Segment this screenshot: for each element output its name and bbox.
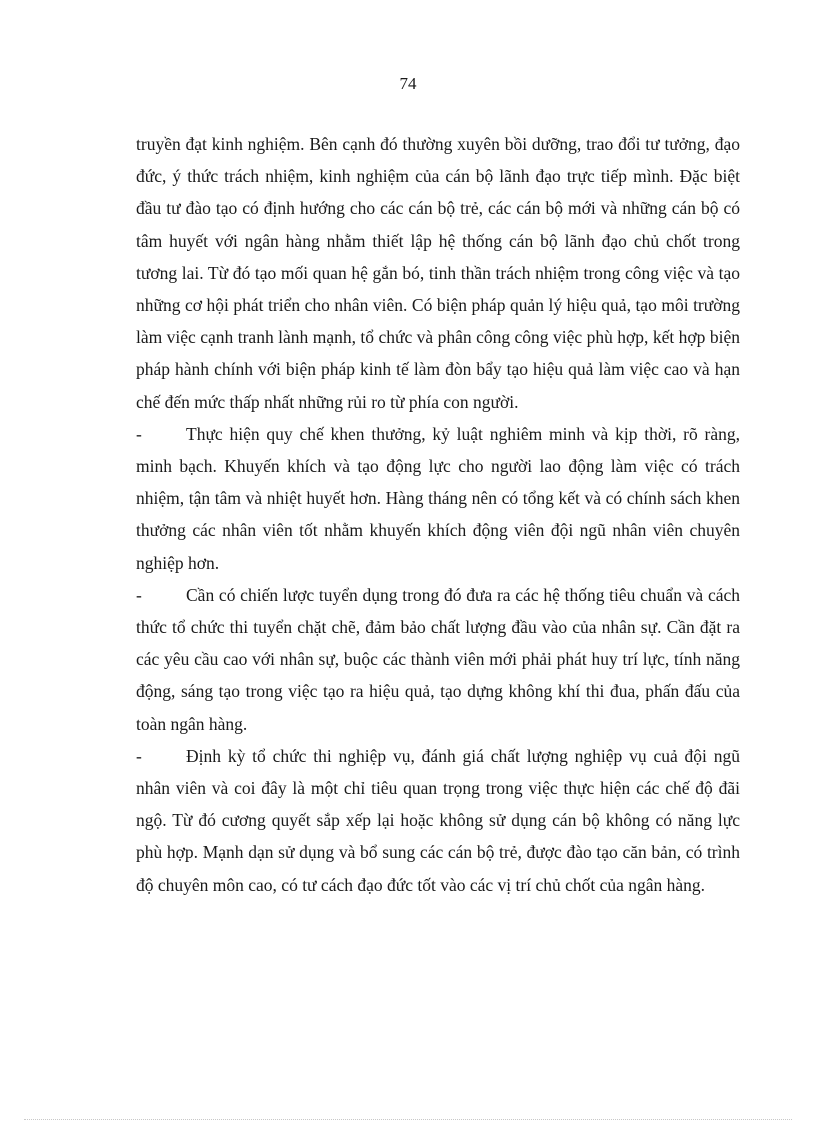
page-bottom-divider: [24, 1119, 792, 1120]
bullet-text: Cần có chiến lược tuyển dụng trong đó đưa ra các hệ thống tiêu chuẩn và cách thức tổ chức thi tuyển chặt chẽ, đảm bảo chất lượng đầu vào của nhân sự. Cần đặt ra các yêu cầu cao với nhân sự, buộc các thành viên mới phải phát huy trí lực, tính năng động, sáng tạo trong việc tạo ra hiệu quả, tạo dựng không khí thi đua, phấn đấu của toàn ngân hàng.: [136, 584, 740, 734]
bullet-text: Định kỳ tổ chức thi nghiệp vụ, đánh giá chất lượng nghiệp vụ cuả đội ngũ nhân viên và coi đây là một chỉ tiêu quan trọng trong việc thực hiện các chế độ đãi ngộ. Từ đó cương quyết sắp xếp lại hoặc không sử dụng cán bộ không có năng lực phù hợp. Mạnh dạn sử dụng và bổ sung các cán bộ trẻ, được đào tạo căn bản, có trình độ chuyên môn cao, có tư cách đạo đức tốt vào các vị trí chủ chốt của ngân hàng.: [136, 745, 740, 895]
paragraph-text: truyền đạt kinh nghiệm. Bên cạnh đó thường xuyên bồi dưỡng, trao đổi tư tưởng, đạo đức, ý thức trách nhiệm, kinh nghiệm của cán bộ lãnh đạo trực tiếp mình. Đặc biệt đầu tư đào tạo có định hướng cho các cán bộ trẻ, các cán bộ mới và những cán bộ có tâm huyết với ngân hàng nhằm thiết lập hệ thống cán bộ lãnh đạo chủ chốt trong tương lai. Từ đó tạo mối quan hệ gắn bó, tinh thần trách nhiệm trong công việc và tạo những cơ hội phát triển cho nhân viên. Có biện pháp quản lý hiệu quả, tạo môi trường làm việc cạnh tranh lành mạnh, tổ chức và phân công công việc phù hợp, kết hợp biện pháp hành chính với biện pháp kinh tế làm đòn bẩy tạo hiệu quả làm việc cao và hạn chế đến mức thấp nhất những rủi ro từ phía con người.: [136, 134, 740, 412]
body-text: [136, 128, 740, 901]
page-number: 74: [399, 74, 417, 93]
bullet-dash: -: [136, 584, 142, 605]
bullet-item-periodic-exam: [136, 740, 740, 901]
bullet-text: Thực hiện quy chế khen thưởng, kỷ luật nghiêm minh và kịp thời, rõ ràng, minh bạch. Khuyến khích và tạo động lực cho người lao động làm việc có trách nhiệm, tận tâm và nhiệt huyết hơn. Hàng tháng nên có tổng kết và có chính sách khen thưởng các nhân viên tốt nhằm khuyến khích động viên đội ngũ nhân viên chuyên nghiệp hơn.: [136, 423, 740, 573]
bullet-item-reward-discipline: [136, 418, 740, 579]
paragraph-continuation: [136, 128, 740, 418]
bullet-dash: -: [136, 745, 142, 766]
bullet-dash: -: [136, 423, 142, 444]
bullet-item-recruitment: [136, 579, 740, 740]
